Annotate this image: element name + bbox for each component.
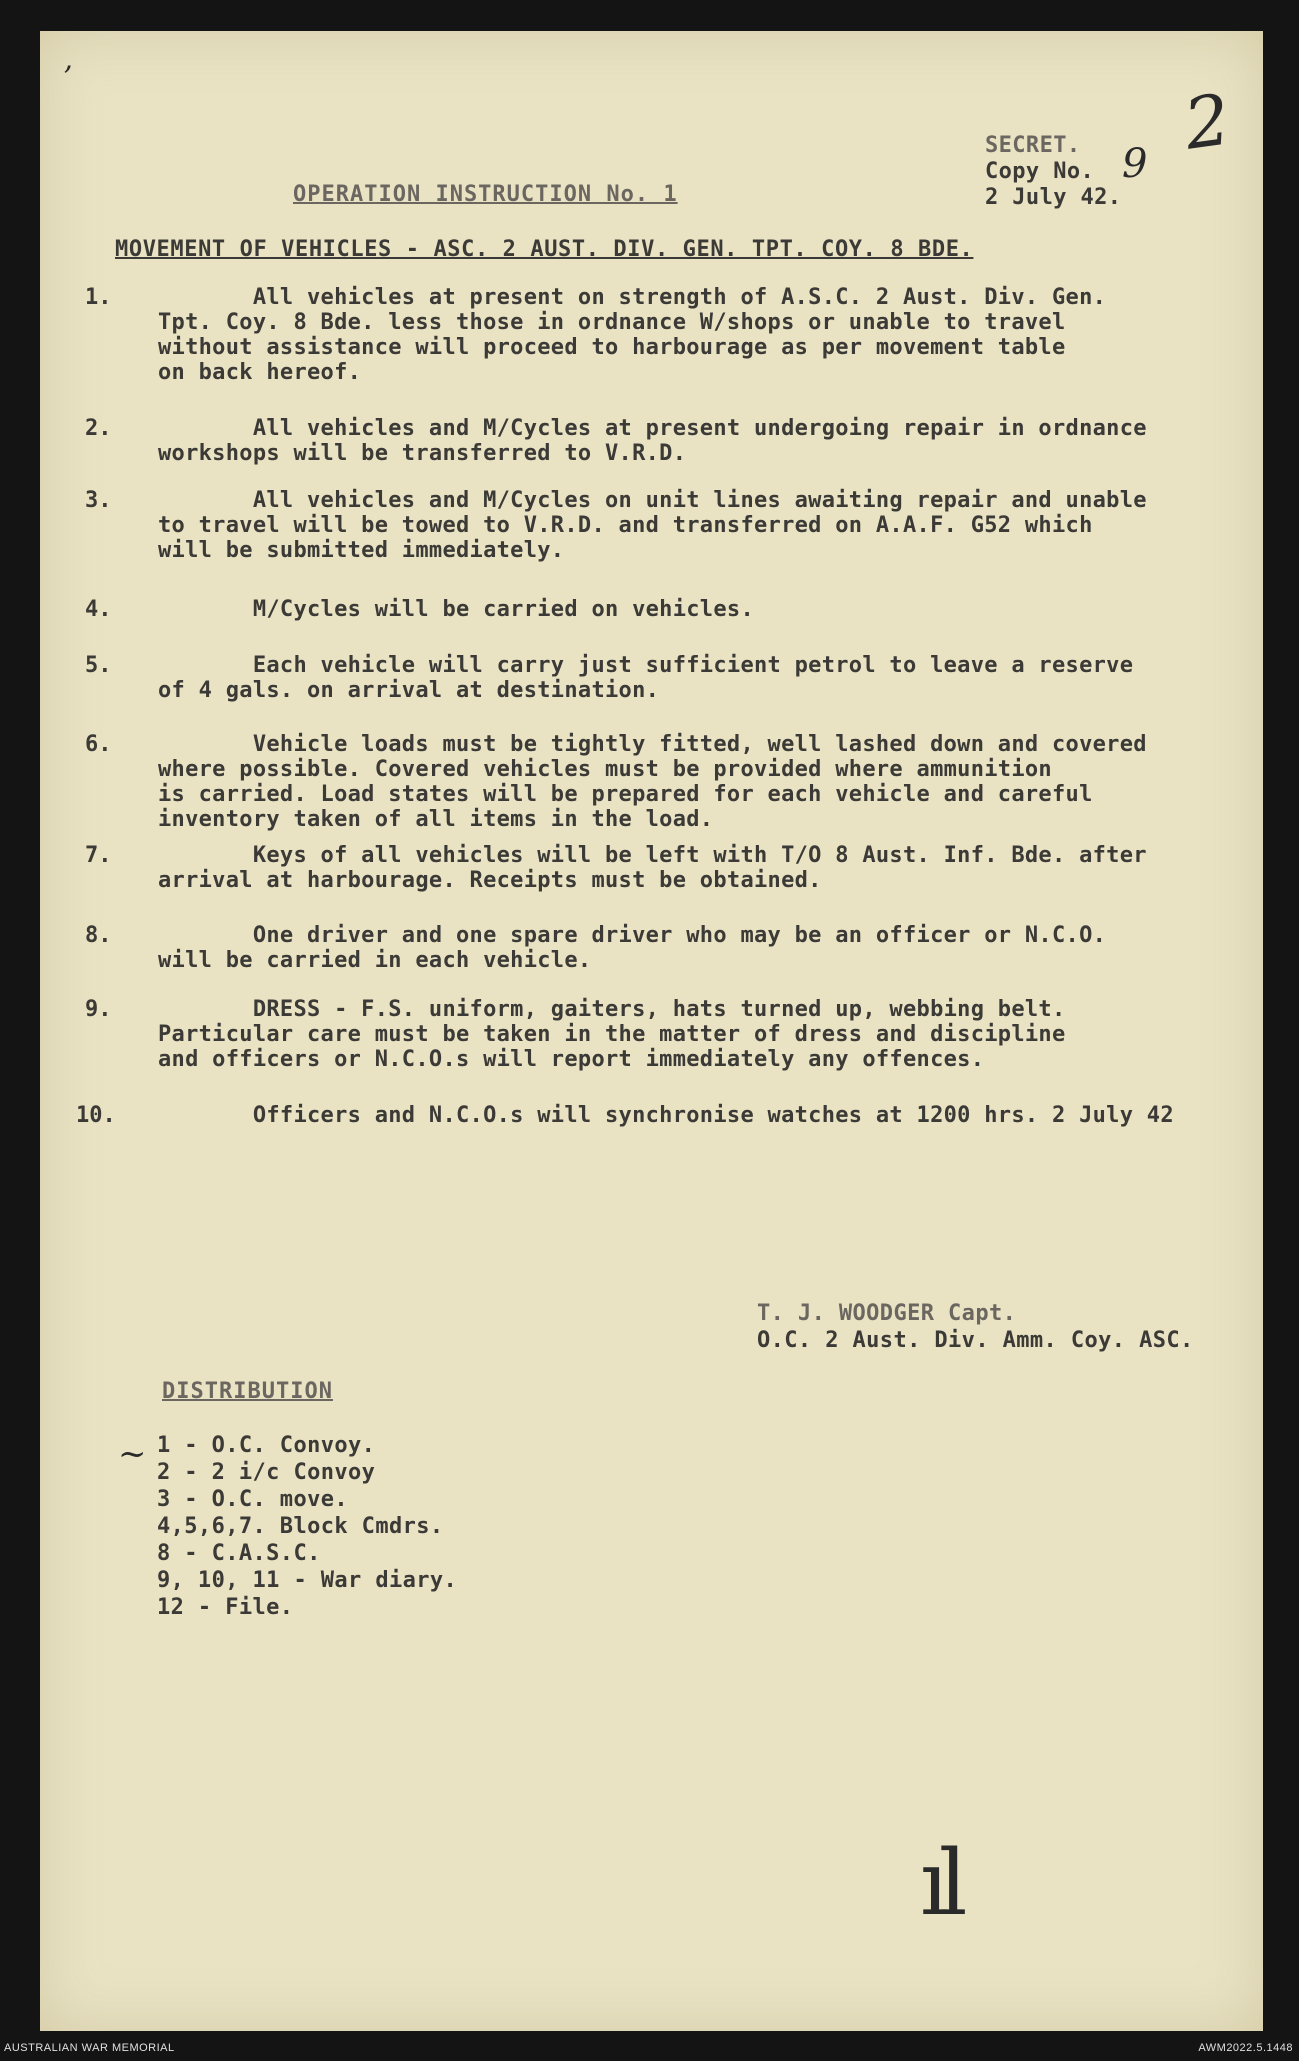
document-date: 2 July 42.: [985, 185, 1122, 210]
paragraph-number: 3.: [85, 488, 112, 513]
distribution-tick-mark: ~: [118, 1434, 147, 1474]
document-page: [40, 31, 1263, 2031]
paragraph-line: M/Cycles will be carried on vehicles.: [158, 597, 754, 622]
paragraph-number: 8.: [85, 923, 112, 948]
paragraph-line: and officers or N.C.O.s will report immediately any offences.: [158, 1047, 985, 1072]
secret-label: SECRET.: [985, 133, 1081, 158]
handwritten-page-number: 2: [1179, 78, 1236, 166]
paragraph-line: Tpt. Coy. 8 Bde. less those in ordnance W/shops or unable to travel: [158, 310, 1066, 335]
copy-number-handwritten: 9: [1122, 141, 1148, 187]
distribution-item: 1 - O.C. Convoy.: [157, 1433, 376, 1458]
paragraph-line: inventory taken of all items in the load.: [158, 807, 714, 832]
paragraph-line: to travel will be towed to V.R.D. and transferred on A.A.F. G52 which: [158, 513, 1093, 538]
paragraph-line: All vehicles and M/Cycles on unit lines awaiting repair and unable: [158, 488, 1147, 513]
paragraph-line: of 4 gals. on arrival at destination.: [158, 678, 660, 703]
distribution-item: 3 - O.C. move.: [157, 1487, 349, 1512]
paragraph-line: All vehicles at present on strength of A.S.C. 2 Aust. Div. Gen.: [158, 285, 1107, 310]
paragraph-number: 7.: [85, 843, 112, 868]
paragraph-number: 6.: [85, 732, 112, 757]
document-title: OPERATION INSTRUCTION No. 1: [293, 182, 678, 207]
signature-name: T. J. WOODGER Capt.: [757, 1301, 1017, 1326]
copy-number-label: Copy No.: [985, 159, 1095, 184]
footer-archive-name: AUSTRALIAN WAR MEMORIAL: [4, 2042, 175, 2054]
handwritten-bottom-marks: ıl: [920, 1831, 958, 1936]
paragraph-line: DRESS - F.S. uniform, gaiters, hats turned up, webbing belt.: [158, 997, 1066, 1022]
handwritten-tick: ʼ: [62, 61, 72, 96]
document-subject: MOVEMENT OF VEHICLES - ASC. 2 AUST. DIV. GEN. TPT. COY. 8 BDE.: [115, 237, 974, 262]
paragraph-line: Vehicle loads must be tightly fitted, well lashed down and covered: [158, 732, 1147, 757]
paragraph-number: 4.: [85, 597, 112, 622]
paragraph-line: is carried. Load states will be prepared for each vehicle and careful: [158, 782, 1093, 807]
footer-reference: AWM2022.5.1448: [1198, 2042, 1293, 2054]
distribution-item: 2 - 2 i/c Convoy: [157, 1460, 376, 1485]
distribution-item: 12 - File.: [157, 1595, 294, 1620]
paragraph-number: 9.: [85, 997, 112, 1022]
signature-title: O.C. 2 Aust. Div. Amm. Coy. ASC.: [757, 1328, 1194, 1353]
paragraph-line: without assistance will proceed to harbourage as per movement table: [158, 335, 1066, 360]
paragraph-line: Particular care must be taken in the matter of dress and discipline: [158, 1022, 1066, 1047]
paragraph-number: 1.: [85, 285, 112, 310]
distribution-heading: DISTRIBUTION: [162, 1379, 333, 1404]
paragraph-number: 5.: [85, 653, 112, 678]
paragraph-line: workshops will be transferred to V.R.D.: [158, 441, 687, 466]
paragraph-number: 2.: [85, 416, 112, 441]
paragraph-line: will be submitted immediately.: [158, 538, 565, 563]
paragraph-line: One driver and one spare driver who may be an officer or N.C.O.: [158, 923, 1107, 948]
paragraph-line: arrival at harbourage. Receipts must be obtained.: [158, 868, 822, 893]
paragraph-line: will be carried in each vehicle.: [158, 948, 592, 973]
paragraph-line: on back hereof.: [158, 360, 362, 385]
paragraph-line: Keys of all vehicles will be left with T/O 8 Aust. Inf. Bde. after: [158, 843, 1147, 868]
distribution-item: 4,5,6,7. Block Cmdrs.: [157, 1514, 444, 1539]
paragraph-line: All vehicles and M/Cycles at present undergoing repair in ordnance: [158, 416, 1147, 441]
paragraph-number: 10.: [76, 1103, 116, 1128]
paragraph-line: Each vehicle will carry just sufficient petrol to leave a reserve: [158, 653, 1134, 678]
distribution-item: 9, 10, 11 - War diary.: [157, 1568, 458, 1593]
paragraph-line: where possible. Covered vehicles must be provided where ammunition: [158, 757, 1052, 782]
distribution-item: 8 - C.A.S.C.: [157, 1541, 321, 1566]
paragraph-line: Officers and N.C.O.s will synchronise watches at 1200 hrs. 2 July 42: [158, 1103, 1174, 1128]
